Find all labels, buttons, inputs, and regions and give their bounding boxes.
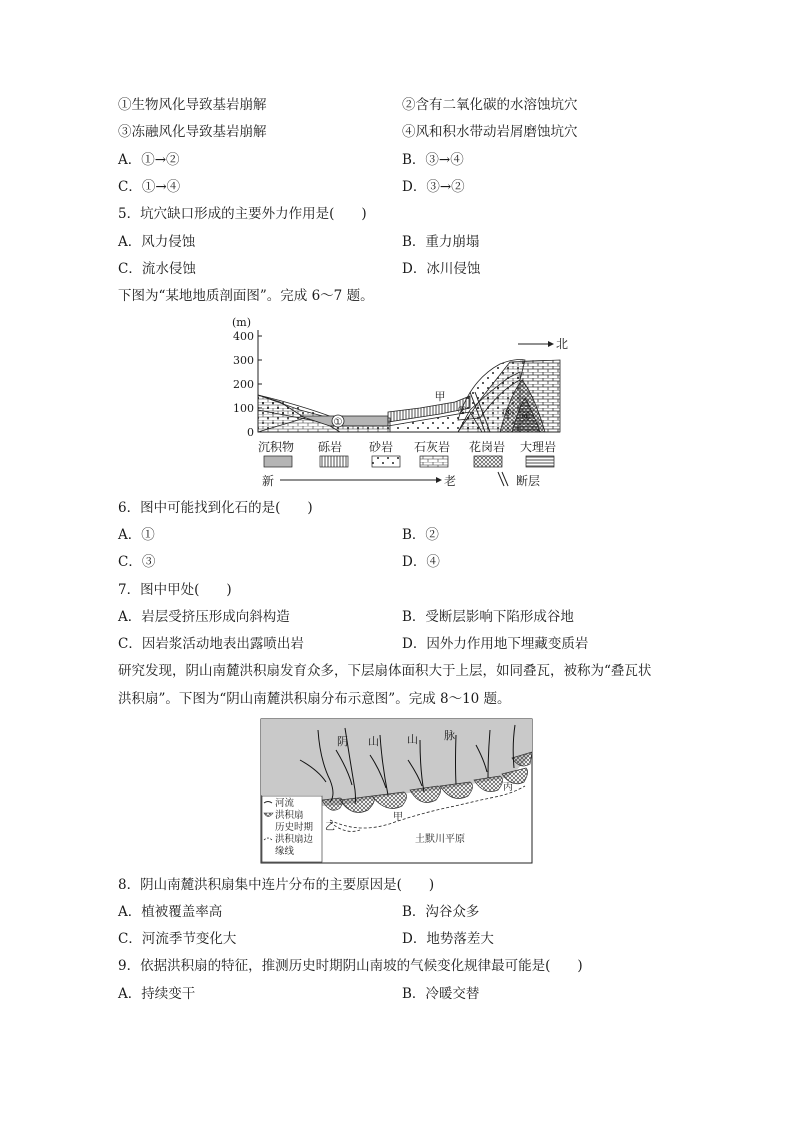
q8-choice-c: C．河流季节变化大 [118, 931, 237, 947]
y-tick-100: 100 [233, 402, 254, 415]
q5-choice-b: B．重力崩塌 [402, 234, 480, 250]
q4-choice-b: B．③→④ [402, 152, 464, 168]
legend-fan: 洪积扇 [275, 810, 304, 821]
label-jia: 甲 [393, 812, 403, 823]
q9-stem: 9．依据洪积扇的特征，推测历史时期阴山南坡的气候变化规律最可能是( ) [118, 958, 583, 974]
y-tick-labels [233, 330, 254, 439]
q5-choice-a: A．风力侵蚀 [118, 234, 196, 250]
option-item-1: ①生物风化导致基岩崩解 [118, 97, 267, 113]
q7-choice-a: A．岩层受挤压形成向斜构造 [118, 609, 290, 625]
legend-marble: 大理岩 [520, 440, 557, 454]
mountain-char-3: 山 [407, 733, 418, 746]
legend-sediment: 沉积物 [258, 440, 295, 454]
q4-choice-a: A．①→② [118, 152, 180, 168]
geological-profile-figure [225, 312, 570, 494]
q4-choice-d: D．③→② [402, 179, 465, 195]
fan-legend [262, 796, 322, 862]
q5-choice-d: D．冰川侵蚀 [402, 261, 481, 277]
legend-river: 河流 [275, 798, 295, 809]
option-item-2: ②含有二氧化碳的水溶蚀坑穴 [402, 97, 578, 113]
mountain-char-2: 山 [368, 735, 379, 748]
marker-4: ④ [521, 410, 531, 423]
q6-choice-a: A．① [118, 527, 155, 543]
y-tick-200: 200 [233, 378, 254, 391]
q6-choice-c: C．③ [118, 554, 156, 570]
q9-choice-a: A．持续变干 [118, 986, 196, 1002]
q5-choice-c: C．流水侵蚀 [118, 261, 196, 277]
option-item-4: ④风和积水带动岩屑磨蚀坑穴 [402, 124, 578, 140]
legend-edge-1: 历史时期 [275, 822, 314, 833]
y-unit-label: (m) [232, 316, 252, 329]
fault-label: 断层 [516, 474, 541, 488]
option-item-3: ③冻融风化导致基岩崩解 [118, 124, 267, 140]
age-old-label: 老 [444, 474, 457, 488]
marker-1: ① [333, 417, 343, 428]
label-bing: 丙 [503, 782, 513, 793]
legend-limestone: 石灰岩 [414, 440, 451, 454]
q7-choice-b: B．受断层影响下陷形成谷地 [402, 609, 574, 625]
q8-choice-b: B．沟谷众多 [402, 904, 480, 920]
y-tick-300: 300 [233, 354, 254, 367]
q8-stem: 8．阴山南麓洪积扇集中连片分布的主要原因是( ) [118, 877, 435, 893]
legend-granite: 花岗岩 [469, 440, 506, 454]
q6-stem: 6．图中可能找到化石的是( ) [118, 500, 313, 516]
q8-choice-a: A．植被覆盖率高 [118, 904, 223, 920]
plain-label: 土默川平原 [415, 834, 465, 845]
q7-choice-c: C．因岩浆活动地表出露喷出岩 [118, 636, 304, 652]
q5-stem: 5．坑穴缺口形成的主要外力作用是( ) [118, 206, 367, 222]
q6-choice-b: B．② [402, 527, 439, 543]
marker-jia: 甲 [434, 390, 446, 403]
q4-choice-c: C．①→④ [118, 179, 181, 195]
y-tick-400: 400 [233, 330, 254, 343]
intro-8-10-line1: 研究发现，阴山南麓洪积扇发育众多，下层扇体面积大于上层，如同叠瓦，被称为“叠瓦状 [118, 663, 652, 679]
mountain-char-1: 阴 [337, 735, 348, 748]
q6-choice-d: D．④ [402, 554, 440, 570]
q8-choice-d: D．地势落差大 [402, 931, 494, 947]
age-new-label: 新 [262, 474, 275, 488]
q9-choice-b: B．冷暖交替 [402, 986, 480, 1002]
legend [258, 439, 556, 467]
legend-edge-2: 洪积扇边 [275, 834, 314, 845]
fault-legend-icon [498, 472, 508, 486]
marker-2: ② [457, 404, 467, 417]
north-label: 北 [556, 337, 569, 351]
legend-sandstone: 砂岩 [369, 440, 394, 454]
intro-6-7: 下图为“某地地质剖面图”。完成 6～7 题。 [118, 288, 374, 304]
intro-8-10-line2: 洪积扇”。下图为“阴山南麓洪积扇分布示意图”。完成 8～10 题。 [118, 691, 511, 707]
label-yi: 乙 [325, 822, 335, 833]
mountain-char-4: 脉 [444, 729, 455, 742]
q7-stem: 7．图中甲处( ) [118, 582, 232, 598]
q7-choice-d: D．因外力作用地下埋藏变质岩 [402, 636, 589, 652]
legend-conglomerate: 砾岩 [318, 440, 343, 454]
y-tick-0: 0 [247, 426, 254, 439]
marker-3: ③ [502, 406, 512, 419]
alluvial-fan-map [258, 716, 536, 865]
legend-edge-3: 缘线 [275, 846, 295, 857]
